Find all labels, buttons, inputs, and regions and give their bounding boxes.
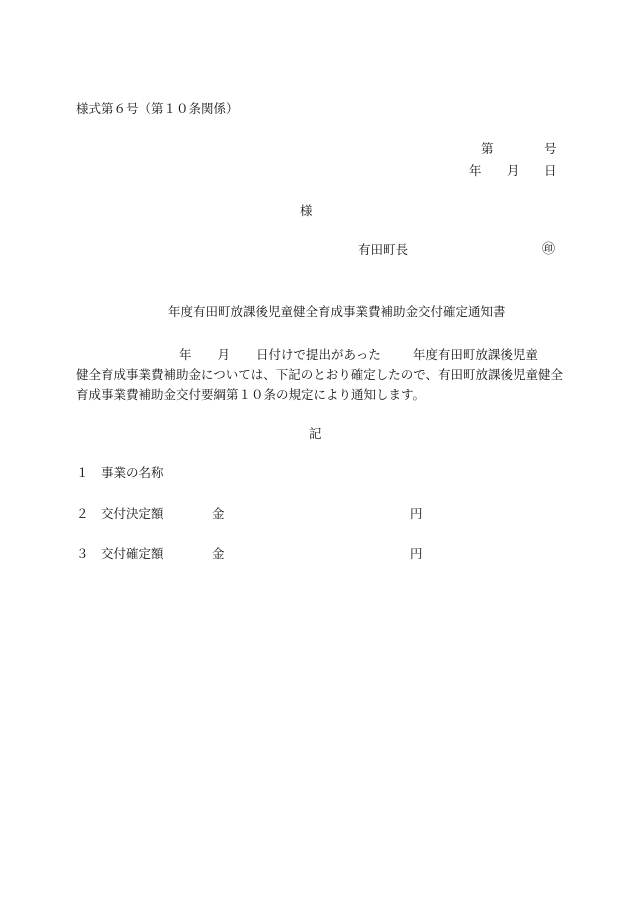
- body-year: 年: [179, 347, 192, 362]
- item-3-yen: 円: [410, 546, 423, 561]
- sender-name: 有田町長: [358, 242, 409, 257]
- form-label: 様式第６号（第１０条関係）: [76, 101, 239, 116]
- document-title: 年度有田町放課後児童健全育成事業費補助金交付確定通知書: [168, 304, 506, 319]
- body-month: 月: [217, 347, 231, 362]
- date-year: 年: [469, 163, 482, 178]
- body-paragraph: [76, 345, 564, 405]
- item-2-yen: 円: [410, 506, 423, 521]
- ki-heading: 記: [309, 426, 322, 441]
- doc-number-suffix: 号: [544, 141, 557, 156]
- doc-number-prefix: 第: [481, 141, 494, 156]
- date-day: 日: [544, 163, 557, 178]
- item-1-label: 事業の名称: [101, 465, 164, 480]
- addressee-suffix: 様: [300, 203, 313, 218]
- body-line-1: [76, 345, 556, 365]
- body-line-3: 育成事業費補助金交付要綱第１０条の規定により通知します。: [76, 387, 426, 402]
- date-month: 月: [507, 163, 520, 178]
- item-2-number: ２: [76, 506, 89, 521]
- item-3-label: 交付確定額: [101, 546, 164, 561]
- body-line1-tail: 年度有田町放課後児童: [412, 347, 538, 362]
- item-3-number: ３: [76, 546, 89, 561]
- item-3-kin: 金: [212, 546, 225, 561]
- body-date-phrase: 日付けで提出があった: [256, 347, 381, 362]
- body-line-2: 健全育成事業費補助金については、下記のとおり確定したので、有田町放課後児童健全: [76, 367, 564, 382]
- item-1-number: １: [76, 465, 89, 480]
- seal-mark: ㊞: [542, 242, 556, 257]
- item-2-kin: 金: [212, 506, 225, 521]
- item-2-label: 交付決定額: [101, 506, 164, 521]
